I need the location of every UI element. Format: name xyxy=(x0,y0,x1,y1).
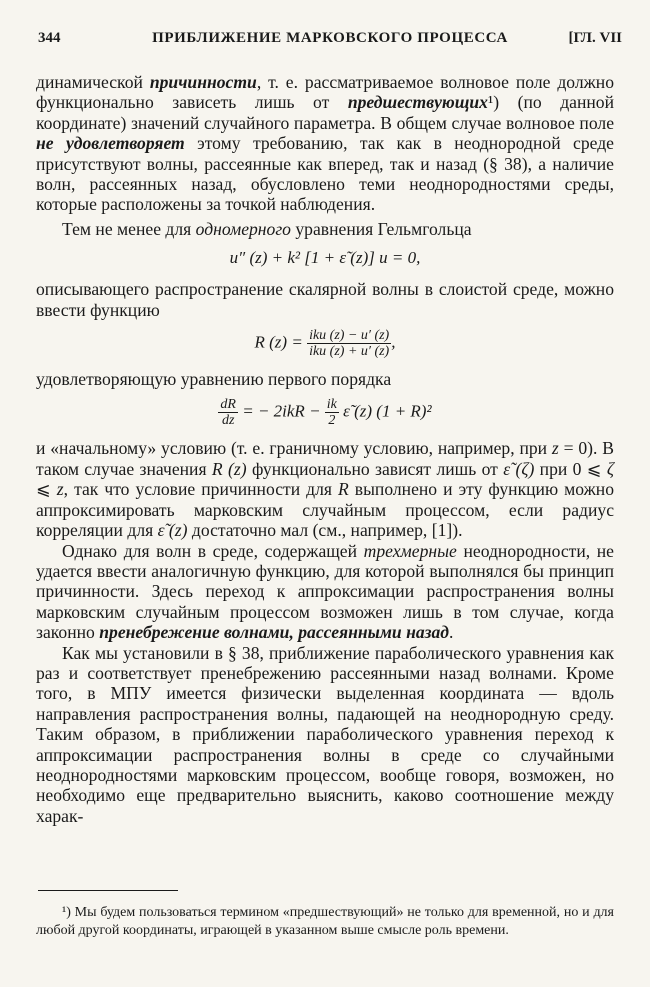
equation-helmholtz: u″ (z) + k² [1 + ε̃ (z)] u = 0, xyxy=(229,248,421,268)
running-header xyxy=(38,30,622,52)
paragraph-initial-condition: и «начальному» условию (т. е. граничному условию, например, при z = 0). В таком случае значения R (z) функционально зависят лишь от ε̃ (ζ) при 0 ⩽ ζ ⩽ z, так что условие причинности для R выполнено и эту функцию можно аппроксимировать марковским случайным процессом, если радиус корреляции для ε̃ (z) достаточно мал (см., например, [1]). xyxy=(36,438,615,541)
main-text xyxy=(36,72,614,826)
fraction-ik-half: $\frac{ik}{2}$ xyxy=(326,397,337,429)
footnote-divider xyxy=(38,890,178,891)
running-title: ПРИБЛИЖЕНИЕ МАРКОВСКОГО ПРОЦЕССА xyxy=(152,30,508,46)
emphasis-causality: причинности xyxy=(149,72,257,92)
footnote: ¹) Мы будем пользоваться термином «предшествующий» не только для временной, но и для любой другой координаты, играющей в указанном выше смысле роль времени. xyxy=(36,905,614,938)
paragraph-scalar-wave: описывающего распространение скалярной волны в слоистой среде, можно ввести функцию xyxy=(36,279,614,320)
fraction-derivative: $\frac{dR}{dz}$ xyxy=(220,397,236,429)
emphasis-three-dimensional: трехмерные xyxy=(363,540,457,561)
fraction-r: $\frac{\text{iku (z) − u′ (z)}}{\text{iku (z) + u′ (z)}}$ xyxy=(309,328,390,360)
page-number: 344 xyxy=(38,30,61,46)
emphasis-not-satisfy: не удовлетворяет xyxy=(36,133,185,154)
chapter-label: [ГЛ. VII xyxy=(568,30,622,46)
equation-r-function: R (z) = $\frac{\text{iku (z) − u′ (z)}}{\text{iku (z) + u′ (z)}}$ , xyxy=(254,328,396,360)
equation-riccati: $\frac{dR}{dz}$ = − 2ikR − $\frac{ik}{2}$ ε̃ (z) (1 + R)² xyxy=(220,397,432,429)
paragraph-three-dimensional: Однако для волн в среде, содержащей трехмерные неоднородности, не удается ввести аналогичную функцию, для которой выполнялся бы принцип причинности. Здесь переход к аппроксимации распространения волны марковским случайным процессом возможен лишь в том случае, когда законно пренебрежение волнами, рассеянными назад. xyxy=(36,540,614,643)
emphasis-preceding: предшествующих xyxy=(347,92,488,113)
emphasis-backscatter-neglect: пренебрежение волнами, рассеянными назад xyxy=(99,622,450,643)
paragraph-parabolic: Как мы установили в § 38, приближение параболического уравнения как раз и соответствует пренебрежению рассеянными назад волнами. Кроме того, в МПУ имеется физически выделенная координата — вдоль направления распространения волны, падающей на неоднородную среду. Таким образом, в приближении параболического уравнения переход к аппроксимации распространения волны в среде со случайными неоднородностями марковским процессом, вообще говоря, возможен, но необходимо еще предварительно выяснить, каково соотношение между харак- xyxy=(36,642,614,826)
paragraph-causality: динамической причинности, т. е. рассматриваемое волновое поле должно функционально зависеть лишь от предшествующих¹) (по данной координате) значений случайного параметра. В общем случае волновое поле не удовлетворяет этому требованию, так как в неоднородной среде присутствуют волны, рассеянные как вперед, так и назад (§ 38), а наличие волн, рассеянных назад, обусловлено теми неоднородностями среды, которые расположены за точкой наблюдения. xyxy=(36,72,614,215)
paragraph-helmholtz: Тем не менее для одномерного уравнения Гельмгольца xyxy=(62,218,472,239)
paragraph-first-order: удовлетворяющую уравнению первого порядка xyxy=(36,369,392,390)
emphasis-one-dimensional: одномерного xyxy=(195,218,291,239)
